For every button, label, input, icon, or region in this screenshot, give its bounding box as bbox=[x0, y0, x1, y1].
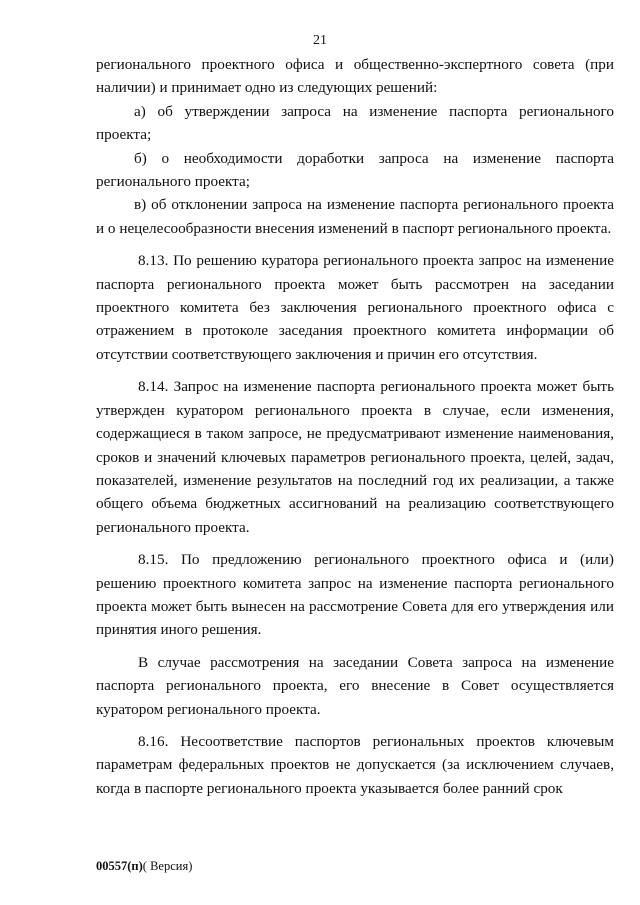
decision-option-b: б) о необходимости доработки запроса на изменение паспорта регионального проекта; bbox=[96, 149, 614, 191]
document-footer bbox=[96, 859, 192, 874]
clause-8-16: 8.16. Несоответствие паспортов региональных проектов ключевым параметрам федеральных проектов не допускается (за исключением случаев, когда в паспорте регионального проекта указывается более ранний срок bbox=[96, 732, 614, 797]
document-code: 00557(п) bbox=[96, 859, 143, 873]
clause-8-15: 8.15. По предложению регионального проектного офиса и (или) решению проектного комитета запрос на изменение паспорта регионального проекта может быть вынесен на рассмотрение Совета для его утверждения или принятия иного решения. bbox=[96, 551, 614, 639]
version-label: ( Версия) bbox=[142, 859, 193, 873]
clause-8-15-note: В случае рассмотрения на заседании Совета запроса на изменение паспорта регионального проекта, его внесение в Совет осуществляется куратором регионального проекта. bbox=[96, 653, 614, 718]
paragraph-continuation: регионального проектного офиса и общественно-экспертного совета (при наличии) и принимает одно из следующих решений: bbox=[96, 56, 614, 97]
page-number: 21 bbox=[313, 33, 327, 48]
clause-8-13: 8.13. По решению куратора регионального проекта запрос на изменение паспорта регионального проекта может быть рассмотрен на заседании проектного комитета без заключения регионального проектного офиса с отражением в протоколе заседания проектного комитета информации об отсутствии соответствующего заключения и причин его отсутствия. bbox=[96, 252, 614, 363]
document-body bbox=[96, 53, 614, 800]
decision-option-c: в) об отклонении запроса на изменение паспорта регионального проекта и о нецелесообразности внесения изменений в паспорт регионального проекта. bbox=[96, 196, 614, 237]
decision-option-a: а) об утверждении запроса на изменение паспорта регионального проекта; bbox=[96, 102, 614, 144]
clause-8-14: 8.14. Запрос на изменение паспорта регионального проекта может быть утвержден куратором регионального проекта в случае, если изменения, содержащиеся в таком запросе, не предусматривают изменение наименования, сроков и значений ключевых параметров регионального проекта, целей, задач, показателей, изменение результатов на последний год их реализации, а также общего объема бюджетных ассигнований на реализацию соответствующего регионального проекта. bbox=[96, 378, 614, 536]
